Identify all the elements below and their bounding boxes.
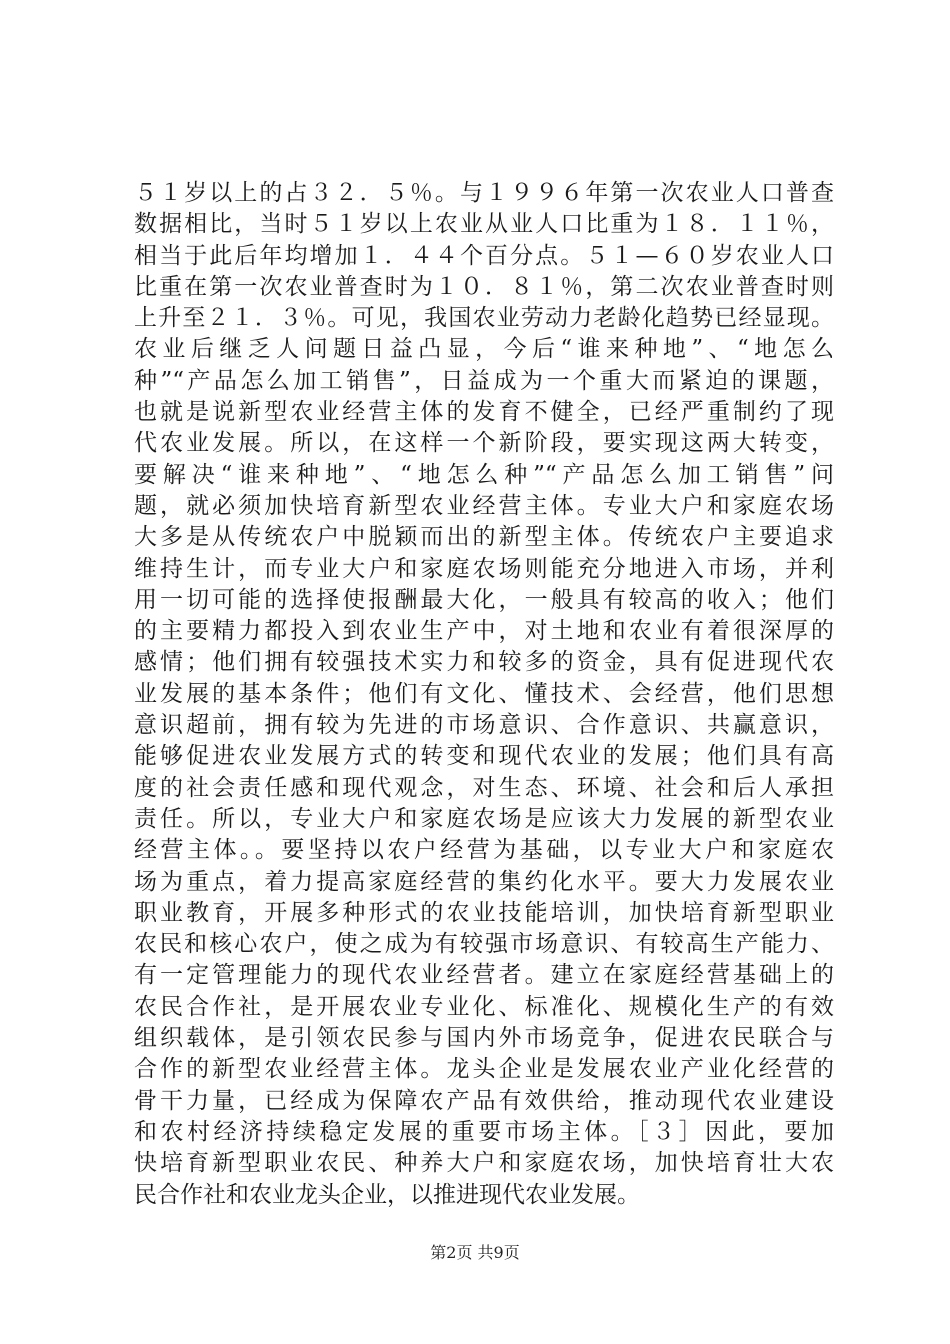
text-line: 种”“产品怎么加工销售”，日益成为一个重大而紧迫的课题， — [134, 367, 834, 394]
text-line: 责任。所以，专业大户和家庭农场是应该大力发展的新型农业 — [134, 805, 834, 832]
text-line: 和农村经济持续稳定发展的重要市场主体。［３］因此，要加 — [134, 1118, 834, 1145]
text-line: 场为重点，着力提高家庭经营的集约化水平。要大力发展农业 — [134, 868, 834, 895]
text-line: 组织载体，是引领农民参与国内外市场竞争，促进农民联合与 — [134, 1025, 834, 1052]
text-line: 能够促进农业发展方式的转变和现代农业的发展；他们具有高 — [134, 743, 834, 770]
text-line: 也就是说新型农业经营主体的发育不健全，已经严重制约了现 — [134, 399, 834, 426]
text-line: 农业后继乏人问题日益凸显，今后“谁来种地”、“地怎么 — [134, 336, 834, 363]
text-line: 代农业发展。所以，在这样一个新阶段，要实现这两大转变， — [134, 430, 834, 457]
text-line: 维持生计，而专业大户和家庭农场则能充分地进入市场，并利 — [134, 555, 834, 582]
text-line: 经营主体。。要坚持以农户经营为基础，以专业大户和家庭农 — [134, 837, 834, 864]
text-line: 上升至２１．３％。可见，我国农业劳动力老龄化趋势已经显现。 — [134, 305, 834, 332]
text-line: 题，就必须加快培育新型农业经营主体。专业大户和家庭农场 — [134, 492, 834, 519]
text-line: 意识超前，拥有较为先进的市场意识、合作意识、共赢意识， — [134, 712, 834, 739]
text-line: 数据相比，当时５１岁以上农业从业人口比重为１８．１１％， — [134, 211, 834, 238]
text-line: 职业教育，开展多种形式的农业技能培训，加快培育新型职业 — [134, 899, 834, 926]
text-line: ５１岁以上的占３２．５％。与１９９６年第一次农业人口普查 — [134, 180, 834, 206]
text-line: 快培育新型职业农民、种养大户和家庭农场，加快培育壮大农 — [134, 1150, 834, 1177]
text-line: 大多是从传统农户中脱颖而出的新型主体。传统农户主要追求 — [134, 524, 834, 551]
text-line: 民合作社和农业龙头企业，以推进现代农业发展。 — [134, 1181, 640, 1208]
text-line: 用一切可能的选择使报酬最大化，一般具有较高的收入；他们 — [134, 586, 834, 613]
text-line: 度的社会责任感和现代观念，对生态、环境、社会和后人承担 — [134, 774, 834, 801]
text-line: 感情；他们拥有较强技术实力和较多的资金，具有促进现代农 — [134, 649, 834, 676]
text-line: 农民和核心农户，使之成为有较强市场意识、有较高生产能力、 — [134, 931, 834, 958]
text-line: 农民合作社，是开展农业专业化、标准化、规模化生产的有效 — [134, 993, 834, 1020]
text-line: 合作的新型农业经营主体。龙头企业是发展农业产业化经营的 — [134, 1056, 834, 1083]
text-line: 业发展的基本条件；他们有文化、懂技术、会经营，他们思想 — [134, 680, 834, 707]
document-body — [134, 178, 834, 1211]
text-line: 相当于此后年均增加１．４４个百分点。５１—６０岁农业人口 — [134, 242, 834, 269]
text-line: 比重在第一次农业普查时为１０．８１％，第二次农业普查时则 — [134, 273, 834, 300]
text-line: 有一定管理能力的现代农业经营者。建立在家庭经营基础上的 — [134, 962, 834, 989]
text-line: 要解决“谁来种地”、“地怎么种”“产品怎么加工销售”问 — [134, 461, 834, 488]
text-line: 骨干力量，已经成为保障农产品有效供给，推动现代农业建设 — [134, 1087, 834, 1114]
text-line: 的主要精力都投入到农业生产中，对土地和农业有着很深厚的 — [134, 618, 834, 645]
page-number: 第2页 共9页 — [430, 1243, 520, 1262]
